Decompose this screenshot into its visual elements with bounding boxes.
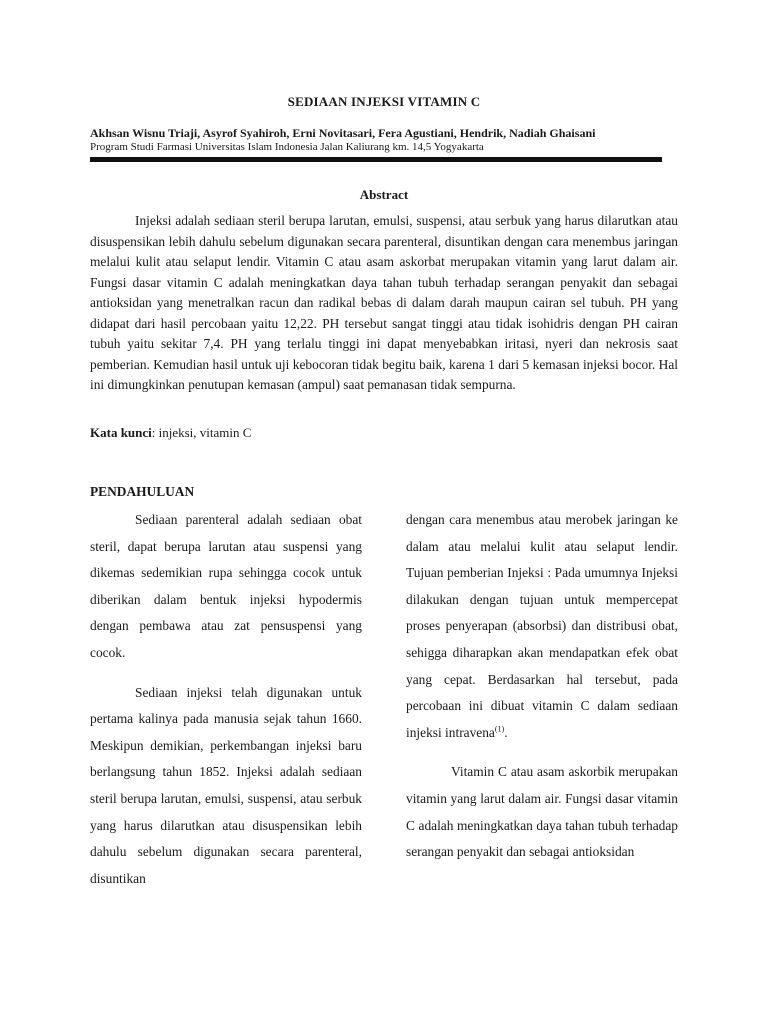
affiliation: Program Studi Farmasi Universitas Islam Indonesia Jalan Kaliurang km. 14,5 Yogyakarta [90, 141, 484, 153]
abstract-text: Injeksi adalah sediaan steril berupa larutan, emulsi, suspensi, atau serbuk yang harus dilarutkan atau disuspensikan lebih dahulu sebelum digunakan secara parenteral, disuntikan dengan cara menembus jaringan melalui kulit atau selaput lendir. Vitamin C atau asam askorbat merupakan vitamin yang larut dalam air. Fungsi dasar vitamin C adalah meningkatkan daya tahan tubuh terhadap serangan penyakit dan sebagai antioksidan yang menetralkan racun dan radikal bebas di dalam darah maupun cairan sel tubuh. PH yang didapat dari hasil percobaan yaitu 12,22. PH tersebut sangat tinggi atau tidak isohidris dengan PH cairan tubuh yaitu sekitar 7,4. PH yang terlalu tinggi ini dapat menyebabkan iritasi, nyeri dan nekrosis saat pemberian. Kemudian hasil untuk uji kebocoran tidak begitu baik, karena 1 dari 5 kemasan injeksi bocor. Hal ini dimungkinkan penutupan kemasan (ampul) saat pemanasan tidak sempurna. [90, 213, 678, 392]
keywords [90, 425, 678, 441]
paragraph: Sediaan injeksi telah digunakan untuk pertama kalinya pada manusia sejak tahun 1660. Meskipun demikian, perkembangan injeksi baru berlangsung tahun 1852. Injeksi adalah sediaan steril berupa larutan, emulsi, suspensi, atau serbuk yang harus dilarutkan atau disuspensikan lebih dahulu sebelum digunakan secara parenteral, disuntikan [90, 684, 362, 886]
header-divider [90, 157, 662, 162]
paragraph-text: dengan cara menembus atau merobek jaringan ke dalam atau melalui kulit atau selaput lendir. Tujuan pemberian Injeksi : Pada umumnya Injeksi dilakukan dengan tujuan untuk mempercepat proses penyerapan (absorbsi) dan distribusi obat, sehigga diharapkan akan mendapatkan efek obat yang cepat. Berdasarkan hal tersebut, pada percobaan ini dibuat vitamin C dalam sediaan injeksi intravena [406, 512, 678, 740]
paragraph-end: . [504, 724, 508, 740]
section-heading-introduction: PENDAHULUAN [90, 484, 195, 499]
abstract-heading: Abstract [359, 187, 409, 202]
paper-title: SEDIAAN INJEKSI VITAMIN C [287, 94, 481, 109]
right-column [406, 507, 678, 866]
left-column [90, 507, 362, 892]
paragraph [406, 507, 678, 746]
author-list: Akhsan Wisnu Triaji, Asyrof Syahiroh, Erni Novitasari, Fera Agustiani, Hendrik, Nadiah Ghaisani [90, 126, 596, 140]
paragraph: Sediaan parenteral adalah sediaan obat steril, dapat berupa larutan atau suspensi yang dikemas sedemikian rupa sehingga cocok untuk diberikan dalam bentuk injeksi hypodermis dengan pembawa atau zat pensuspensi yang cocok. [90, 512, 362, 660]
citation-ref: (1) [494, 724, 505, 734]
keywords-label: Kata kunci [90, 425, 152, 440]
keywords-value: : injeksi, vitamin C [151, 425, 252, 440]
paragraph: Vitamin C atau asam askorbik merupakan vitamin yang larut dalam air. Fungsi dasar vitamin C adalah meningkatkan daya tahan tubuh terhadap serangan penyakit dan sebagai antioksidan [406, 764, 678, 860]
